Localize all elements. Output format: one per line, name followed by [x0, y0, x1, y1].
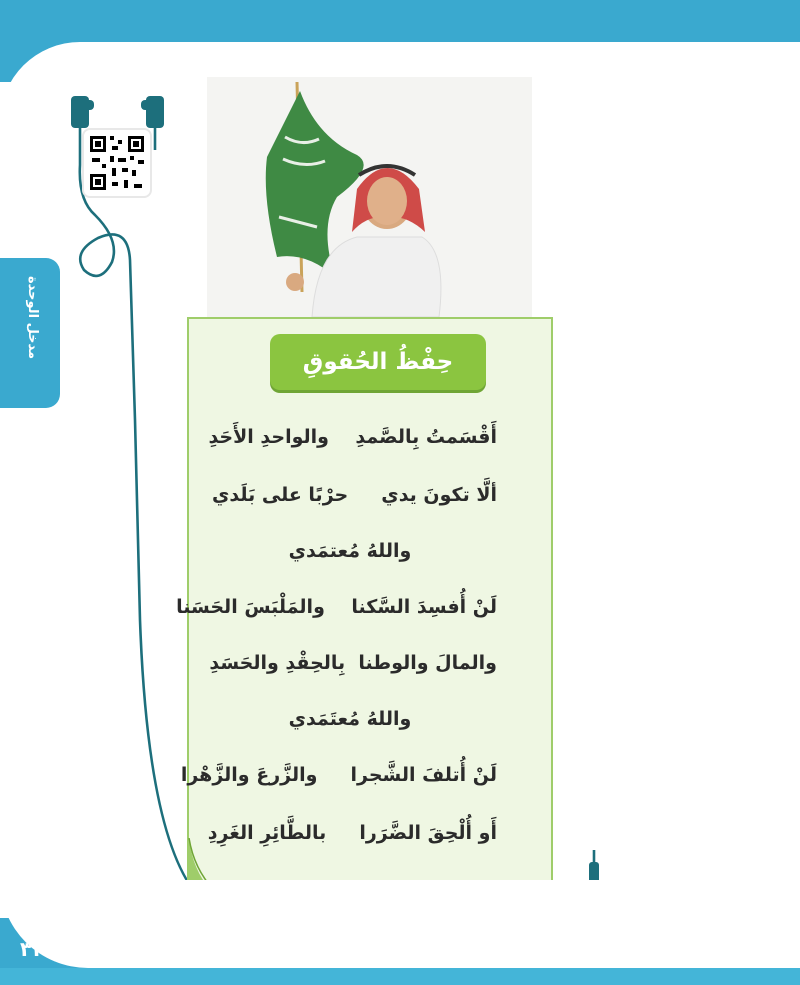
- bottom-curve: [0, 880, 800, 968]
- verse-line: ألَّا تكونَ يدي حرْبًا على بَلَدي: [211, 484, 497, 506]
- flag-icon: [207, 77, 532, 317]
- verse-line: والمالَ والوطنا بِالحِقْدِ والحَسَدِ: [209, 652, 497, 674]
- qr-code-graphic: [86, 132, 148, 194]
- verse-refrain: واللهُ مُعتَمَدي: [288, 708, 412, 730]
- qr-code-icon[interactable]: [82, 128, 152, 198]
- verse-refrain: واللهُ مُعتمَدي: [288, 540, 412, 562]
- poem-title: حِفْظُ الحُقوقِ: [302, 349, 454, 375]
- verse-line: لَنْ أُتلفَ الشَّجرا والزَّرعَ والزَّهْرا: [180, 764, 497, 786]
- unit-intro-label: مدخل الوحدة: [25, 276, 40, 360]
- verse-line: لَنْ أُفسِدَ السَّكنا والمَلْبَسَ الحَسَنا: [176, 596, 497, 618]
- photo-boy-with-flag: [207, 77, 532, 317]
- bottom-strip: [0, 968, 800, 985]
- verse-line: أَقْسَمتُ بِالصَّمدِ والواحدِ الأَحَدِ: [208, 426, 497, 448]
- page-number: ٣٣: [20, 937, 45, 961]
- verse-line: أَو أُلْحِقَ الضَّرَرا بالطَّائِرِ الغَرِدِ: [207, 822, 497, 844]
- poem-title-tab: [270, 334, 486, 390]
